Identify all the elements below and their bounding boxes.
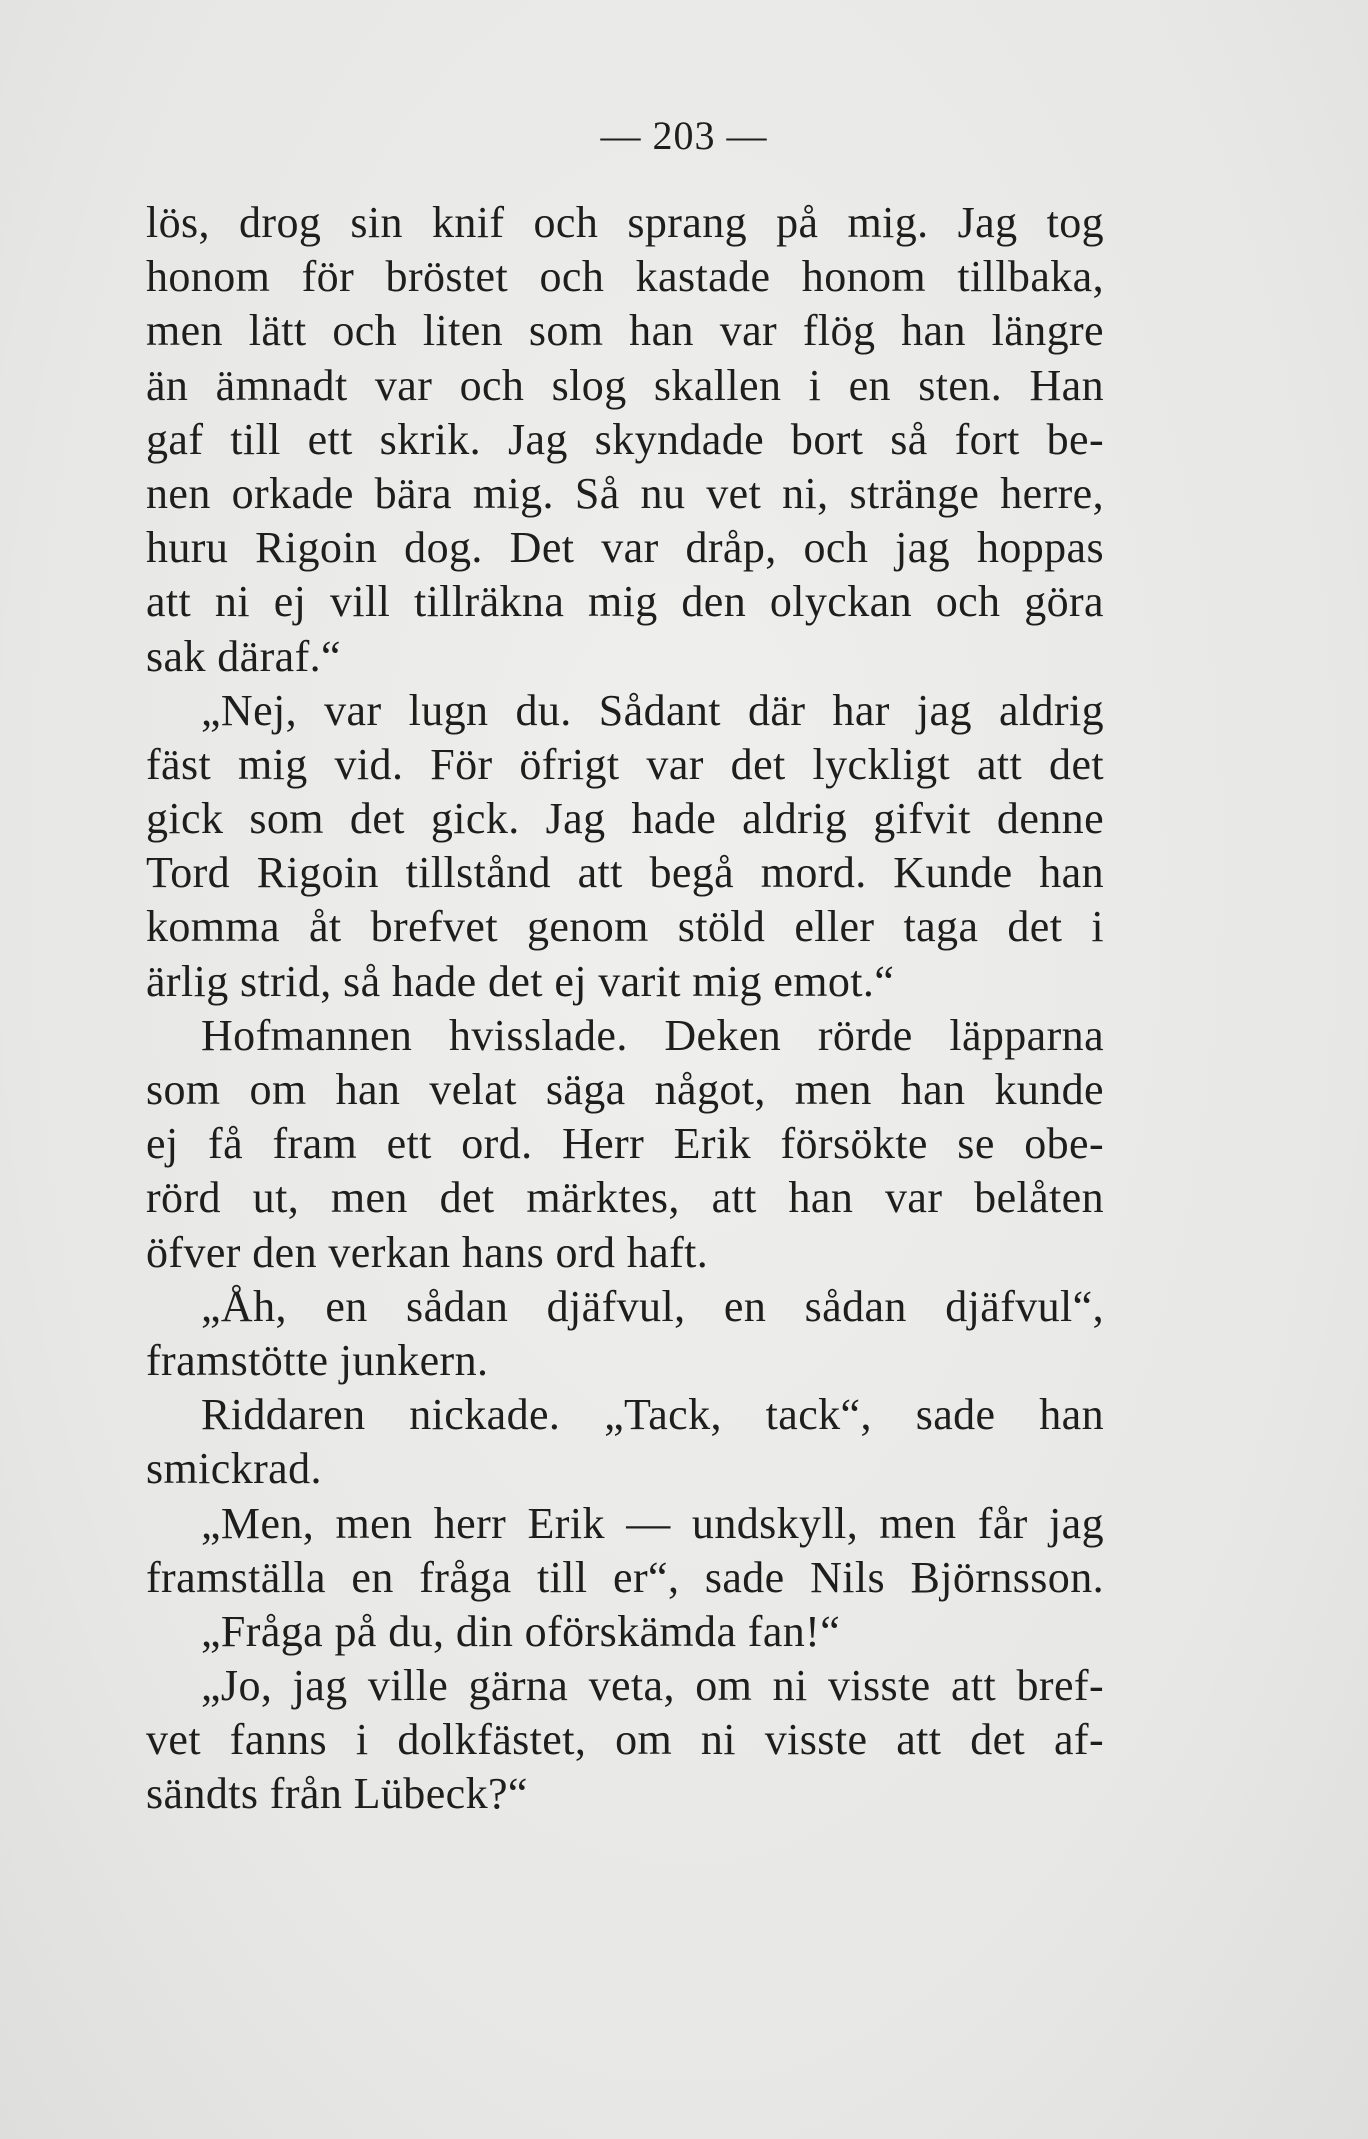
text-line: smickrad. (146, 1444, 322, 1494)
text-line: „Men, men herr Erik — undskyll, men får jag (201, 1498, 1104, 1548)
page-number: — 203 — (600, 113, 768, 158)
text-line: Hofmannen hvisslade. Deken rörde läpparna (201, 1010, 1104, 1060)
text-line: framställa en fråga till er“, sade Nils Björnsson. (146, 1552, 1104, 1602)
text-line: rörd ut, men det märktes, att han var belåten (146, 1173, 1104, 1223)
text-line: gaf till ett skrik. Jag skyndade bort så fort be- (146, 414, 1104, 464)
text-line: komma åt brefvet genom stöld eller taga det i (146, 902, 1104, 952)
text-line: „Jo, jag ville gärna veta, om ni visste att bref- (201, 1661, 1104, 1711)
text-line: Tord Rigoin tillstånd att begå mord. Kunde han (146, 848, 1104, 898)
text-line: „Åh, en sådan djäfvul, en sådan djäfvul“, (201, 1281, 1104, 1331)
text-line: gick som det gick. Jag hade aldrig gifvit denne (146, 794, 1104, 844)
text-line: lös, drog sin knif och sprang på mig. Jag tog (146, 198, 1104, 247)
text-line: Riddaren nickade. „Tack, tack“, sade han (201, 1390, 1104, 1440)
text-line: huru Rigoin dog. Det var dråp, och jag hoppas (146, 523, 1104, 573)
body-text (146, 196, 1104, 1822)
text-line: nen orkade bära mig. Så nu vet ni, stränge herre, (146, 468, 1104, 518)
text-line: fäst mig vid. För öfrigt var det lyckligt att det (146, 739, 1104, 789)
text-line: men lätt och liten som han var flög han längre (146, 306, 1104, 356)
text-line: vet fanns i dolkfästet, om ni visste att det af- (146, 1715, 1104, 1765)
text-line: sak däraf.“ (146, 631, 341, 681)
text-line: framstötte junkern. (146, 1335, 489, 1385)
text-line: som om han velat säga något, men han kunde (146, 1065, 1104, 1114)
text-line: öfver den verkan hans ord haft. (146, 1227, 709, 1277)
text-line: sändts från Lübeck?“ (146, 1769, 528, 1819)
text-line: att ni ej vill tillräkna mig den olyckan och göra (146, 577, 1104, 627)
text-line: honom för bröstet och kastade honom tillbaka, (146, 252, 1104, 302)
text-line: „Fråga på du, din oförskämda fan!“ (201, 1606, 841, 1656)
text-line: ej få fram ett ord. Herr Erik försökte se obe- (146, 1119, 1104, 1169)
text-line: „Nej, var lugn du. Sådant där har jag aldrig (201, 685, 1104, 735)
text-line: ärlig strid, så hade det ej varit mig emot.“ (146, 956, 895, 1006)
text-line: än ämnadt var och slog skallen i en sten. Han (146, 360, 1104, 410)
